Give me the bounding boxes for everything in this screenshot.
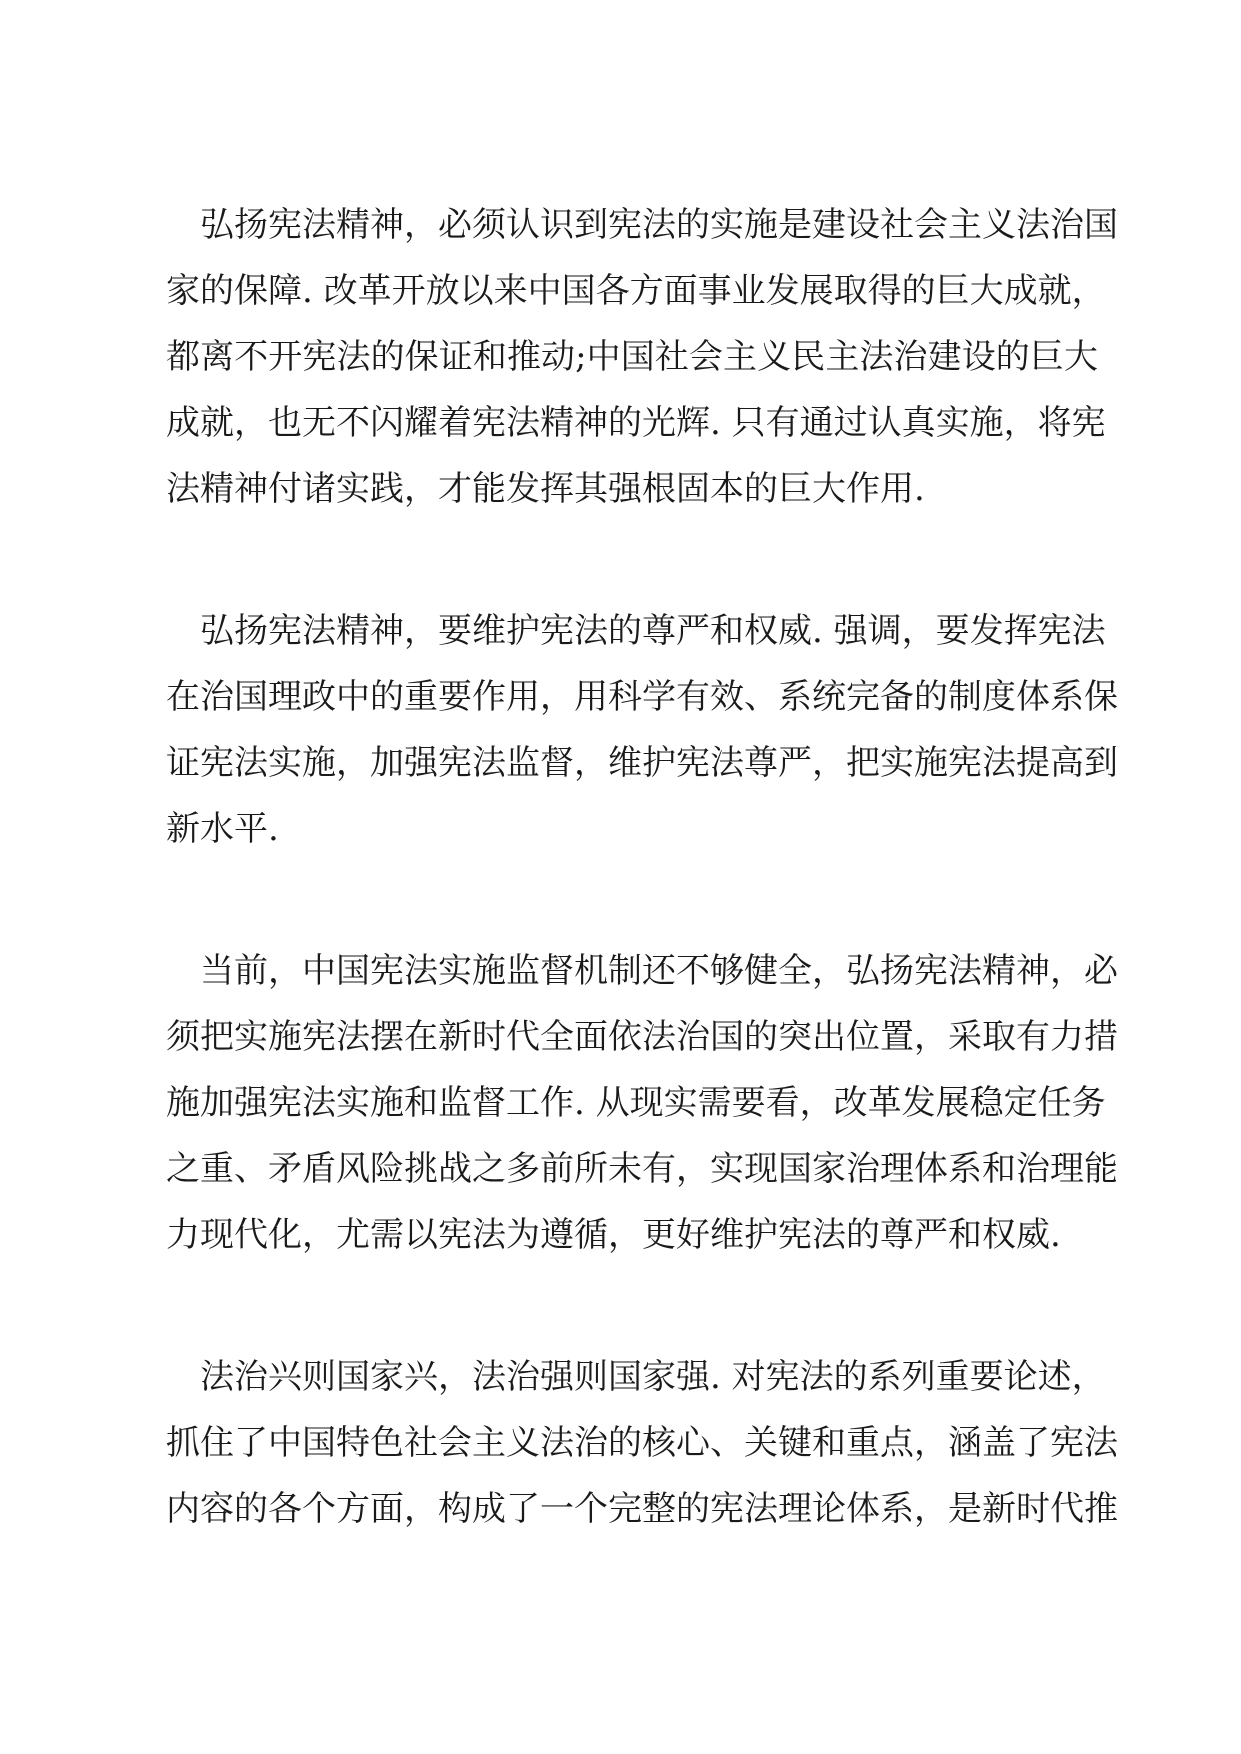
paragraph-line: 成就，也无不闪耀着宪法精神的光辉. 只有通过认真实施，将宪 xyxy=(166,403,1106,443)
paragraph-line: 弘扬宪法精神，必须认识到宪法的实施是建设社会主义法治国 xyxy=(200,205,1118,245)
paragraph-line: 施加强宪法实施和监督工作. 从现实需要看，改革发展稳定任务 xyxy=(166,1083,1106,1123)
paragraph-line: 抓住了中国特色社会主义法治的核心、关键和重点，涵盖了宪法 xyxy=(166,1423,1118,1463)
paragraph-line: 法精神付诸实践，才能发挥其强根固本的巨大作用. xyxy=(166,469,925,509)
paragraph-line: 新水平. xyxy=(166,809,279,849)
paragraph-line: 力现代化，尤需以宪法为遵循，更好维护宪法的尊严和权威. xyxy=(166,1215,1061,1255)
paragraph-line: 法治兴则国家兴，法治强则国家强. 对宪法的系列重要论述， xyxy=(200,1357,1106,1397)
paragraph-line: 当前，中国宪法实施监督机制还不够健全，弘扬宪法精神，必 xyxy=(200,951,1118,991)
paragraph-line: 都离不开宪法的保证和推动;中国社会主义民主法治建设的巨大 xyxy=(166,337,1098,377)
paragraph-line: 弘扬宪法精神，要维护宪法的尊严和权威. 强调，要发挥宪法 xyxy=(200,611,1106,651)
paragraph-line: 内容的各个方面，构成了一个完整的宪法理论体系，是新时代推 xyxy=(166,1489,1118,1529)
paragraph-line: 证宪法实施，加强宪法监督，维护宪法尊严，把实施宪法提高到 xyxy=(166,743,1118,783)
paragraph-line: 之重、矛盾风险挑战之多前所未有，实现国家治理体系和治理能 xyxy=(166,1149,1118,1189)
paragraph-line: 家的保障. 改革开放以来中国各方面事业发展取得的巨大成就， xyxy=(166,271,1106,311)
paragraph-line: 在治国理政中的重要作用，用科学有效、系统完备的制度体系保 xyxy=(166,677,1118,717)
paragraph-line: 须把实施宪法摆在新时代全面依法治国的突出位置，采取有力措 xyxy=(166,1017,1118,1057)
